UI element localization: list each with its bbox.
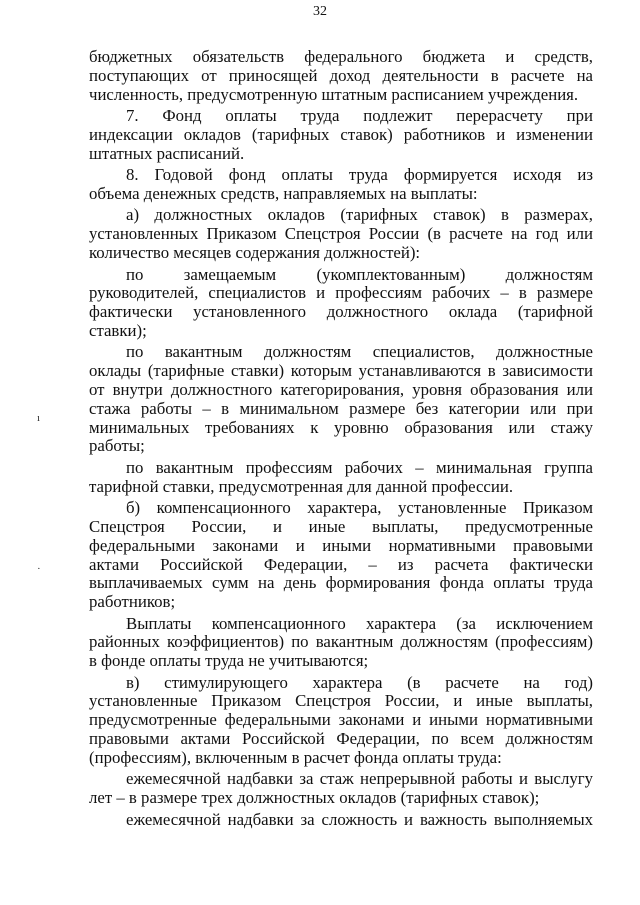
- text-line: а) должностных окладов (тарифных ставок) в размерах,: [126, 205, 593, 225]
- text-line: ежемесячной надбавки за стаж непрерывной работы и выслугу: [126, 769, 593, 789]
- scan-mark: ı: [37, 412, 41, 424]
- text-line: оклады (тарифные ставки) которым устанавливаются в зависимости: [89, 361, 593, 381]
- text-line: лет – в размере трех должностных окладов (тарифных ставок);: [89, 788, 540, 808]
- text-line: в фонде оплаты труда не учитываются;: [89, 651, 369, 671]
- text-line: по вакантным должностям специалистов, должностные: [126, 342, 593, 362]
- text-line: б) компенсационного характера, установленные Приказом: [126, 498, 593, 518]
- text-line: в) стимулирующего характера (в расчете на год): [126, 672, 593, 692]
- text-line: поступающих от приносящей доход деятельности в расчете на: [89, 65, 593, 85]
- text-line: минимальных требованиях к уровню образования или стажу: [89, 417, 593, 437]
- text-line: работников;: [89, 592, 176, 612]
- text-line: правовыми актами Российской Федерации, по всем должностям: [89, 729, 593, 749]
- page-number: 32: [313, 4, 327, 19]
- document-body: [89, 48, 593, 829]
- text-line: актами Российской Федерации, – из расчета фактически: [89, 554, 593, 574]
- text-line: стажа работы – в минимальном размере без категории или при: [89, 398, 593, 418]
- text-line: 8. Годовой фонд оплаты труда формируется исходя из: [126, 165, 593, 185]
- scan-mark: ·: [37, 563, 41, 575]
- text-line: районных коэффициентов) по вакантным должностям (профессиям): [89, 632, 593, 652]
- text-line: по замещаемым (укомплектованным) должностям: [126, 264, 593, 284]
- text-line: количество месяцев содержания должностей):: [89, 243, 421, 263]
- text-line: численность, предусмотренную штатным расписанием учреждения.: [89, 84, 579, 104]
- text-line: штатных расписаний.: [89, 143, 245, 163]
- text-line: объема денежных средств, направляемых на выплаты:: [89, 183, 478, 203]
- text-line: 7. Фонд оплаты труда подлежит перерасчету при: [126, 106, 593, 126]
- text-line: бюджетных обязательств федерального бюджета и средств,: [89, 47, 593, 66]
- text-line: от внутри должностного категорирования, уровня образования или: [89, 379, 593, 399]
- text-line: ставки);: [89, 320, 147, 340]
- text-line: федеральными законами и иными нормативными правовыми: [89, 535, 593, 555]
- text-line: (профессиям), включенным в расчет фонда оплаты труда:: [89, 747, 502, 767]
- text-line: руководителей, специалистов и профессиям рабочих – в размере: [89, 283, 593, 303]
- text-line: предусмотренные федеральными законами и иными нормативными: [89, 710, 593, 730]
- text-line: работы;: [89, 436, 145, 456]
- text-line: тарифной ставки, предусмотренная для данной профессии.: [89, 476, 514, 496]
- text-line: фактически установленного должностного оклада (тарифной: [89, 302, 593, 322]
- text-line: установленные Приказом Спецстроя России, и иные выплаты,: [89, 691, 593, 711]
- text-line: Спецстроя России, и иные выплаты, предусмотренные: [89, 516, 593, 536]
- text-line: Выплаты компенсационного характера (за исключением: [126, 613, 593, 633]
- text-line: по вакантным профессиям рабочих – минимальная группа: [126, 457, 593, 477]
- text-line: установленных Приказом Спецстроя России (в расчете на год или: [89, 224, 593, 244]
- text-line: ежемесячной надбавки за сложность и важность выполняемых: [126, 809, 593, 829]
- text-line: индексации окладов (тарифных ставок) работников и изменении: [89, 124, 593, 144]
- text-line: выплачиваемых сумм на день формирования фонда оплаты труда: [89, 573, 593, 593]
